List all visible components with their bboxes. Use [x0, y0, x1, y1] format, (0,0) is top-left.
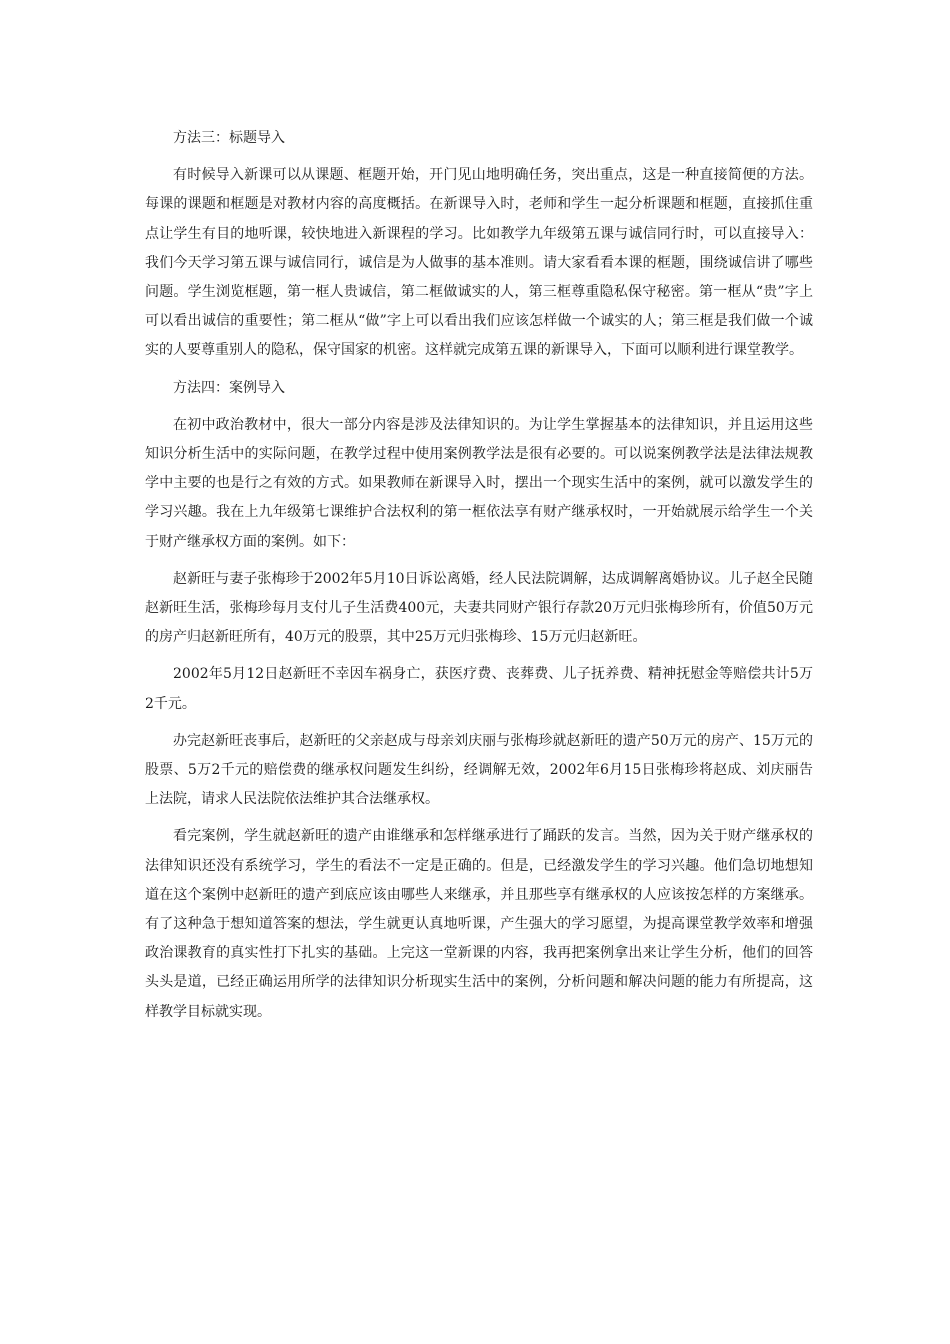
paragraph-title-intro: 有时候导入新课可以从课题、框题开始，开门见山地明确任务，突出重点，这是一种直接简便的方法。每课的课题和框题是对教材内容的高度概括。在新课导入时，老师和学生一起分析课题和框题，直接抓住重点让学生有目的地听课，较快地进入新课程的学习。比如教学九年级第五课与诚信同行时，可以直接导入：我们今天学习第五课与诚信同行，诚信是为人做事的基本准则。请大家看看本课的框题，围绕诚信讲了哪些问题。学生浏览框题，第一框人贵诚信，第二框做诚实的人，第三框尊重隐私保守秘密。第一框从“贵”字上可以看出诚信的重要性；第二框从“做”字上可以看出我们应该怎样做一个诚实的人；第三框是我们做一个诚实的人要尊重别人的隐私，保守国家的机密。这样就完成第五课的新课导入，下面可以顺利进行课堂教学。 [145, 167, 813, 359]
paragraph-case-accident: 2002年5月12日赵新旺不幸因车祸身亡，获医疗费、丧葬费、儿子抚养费、精神抚慰金等赔偿共计5万2千元。 [145, 666, 813, 712]
paragraph-case-dispute: 办完赵新旺丧事后，赵新旺的父亲赵成与母亲刘庆丽与张梅珍就赵新旺的遗产50万元的房产、15万元的股票、5万2千元的赔偿费的继承权问题发生纠纷，经调解无效，2002年6月15日张梅珍将赵成、刘庆丽告上法院，请求人民法院依法维护其合法继承权。 [145, 732, 813, 808]
section-heading-method-three: 方法三：标题导入 [173, 130, 285, 146]
paragraph-case-intro: 在初中政治教材中，很大一部分内容是涉及法律知识的。为让学生掌握基本的法律知识，并且运用这些知识分析生活中的实际问题，在教学过程中使用案例教学法是很有必要的。可以说案例教学法是法律法规教学中主要的也是行之有效的方式。如果教师在新课导入时，摆出一个现实生活中的案例，就可以激发学生的学习兴趣。我在上九年级第七课维护合法权利的第一框依法享有财产继承权时，一开始就展示给学生一个关于财产继承权方面的案例。如下： [145, 416, 813, 550]
paragraph-case-divorce: 赵新旺与妻子张梅珍于2002年5月10日诉讼离婚，经人民法院调解，达成调解离婚协议。儿子赵全民随赵新旺生活，张梅珍每月支付儿子生活费400元，夫妻共同财产银行存款20万元归张梅珍所有，价值50万元的房产归赵新旺所有，40万元的股票，其中25万元归张梅珍、15万元归赵新旺。 [145, 570, 813, 646]
document-body [145, 124, 813, 1035]
section-heading-method-four: 方法四：案例导入 [173, 379, 285, 396]
paragraph-case-discussion: 看完案例，学生就赵新旺的遗产由谁继承和怎样继承进行了踊跃的发言。当然，因为关于财产继承权的法律知识还没有系统学习，学生的看法不一定是正确的。但是，已经激发学生的学习兴趣。他们急切地想知道在这个案例中赵新旺的遗产到底应该由哪些人来继承，并且那些享有继承权的人应该按怎样的方案继承。有了这种急于想知道答案的想法，学生就更认真地听课，产生强大的学习愿望，为提高课堂教学效率和增强政治课教育的真实性打下扎实的基础。上完这一堂新课的内容，我再把案例拿出来让学生分析，他们的回答头头是道，已经正确运用所学的法律知识分析现实生活中的案例，分析问题和解决问题的能力有所提高，这样教学目标就实现。 [145, 828, 813, 1020]
